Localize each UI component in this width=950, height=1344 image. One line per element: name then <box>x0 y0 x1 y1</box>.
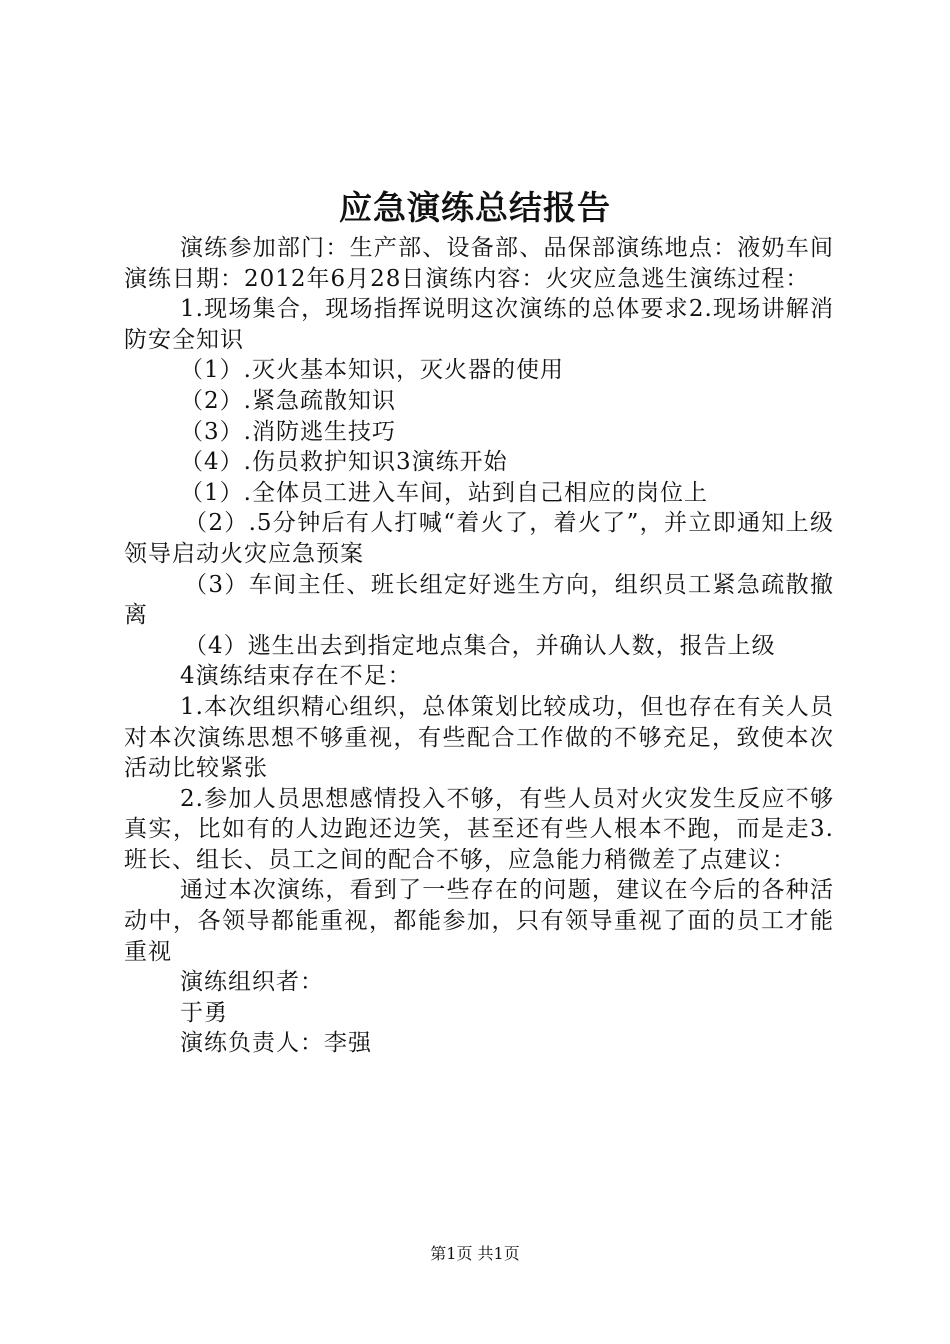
document-title: 应急演练总结报告 <box>339 188 611 227</box>
document-body <box>124 233 834 1059</box>
paragraph-sub-item: （4）.伤员救护知识3演练开始 <box>180 449 508 476</box>
paragraph-organizer-label: 演练组织者： <box>180 969 324 996</box>
paragraph-step-1: 1.现场集合，现场指挥说明这次演练的总体要求2.现场讲解消防安全知识 <box>124 296 834 353</box>
paragraph-suggestion: 通过本次演练，看到了一些存在的问题，建议在今后的各种活动中，各领导都能重视，都能参加，只有领导重视了面的员工才能重视 <box>124 877 834 965</box>
paragraph-sub-item: （4）逃生出去到指定地点集合，并确认人数，报告上级 <box>184 632 776 659</box>
paragraph-responsible-person: 演练负责人：李强 <box>180 1030 372 1057</box>
paragraph-sub-item: （1）.灭火基本知识，灭火器的使用 <box>180 357 564 384</box>
paragraph-sub-item: （1）.全体员工进入车间，站到自己相应的岗位上 <box>180 479 708 506</box>
paragraph-sub-item: （3）车间主任、班长组定好逃生方向，组织员工紧急疏散撤离 <box>124 571 834 629</box>
paragraph-sub-item: （3）.消防逃生技巧 <box>180 418 396 445</box>
paragraph-organizer-name: 于勇 <box>180 999 228 1026</box>
paragraph-shortcoming-1: 1.本次组织精心组织，总体策划比较成功，但也存在有关人员对本次演练思想不够重视，有些配合工作做的不够充足，致使本次活动比较紧张 <box>124 693 834 782</box>
paragraph-shortcomings-heading: 4演练结束存在不足： <box>180 663 412 690</box>
page-footer: 第1页 共1页 <box>430 1244 520 1263</box>
paragraph-shortcoming-2: 2.参加人员思想感情投入不够，有些人员对火灾发生反应不够真实，比如有的人边跑还边笑，甚至还有些人根本不跑，而是走3.班长、组长、员工之间的配合不够，应急能力稍微差了点建议： <box>124 785 834 873</box>
paragraph-drill-info: 演练参加部门：生产部、设备部、品保部演练地点：液奶车间演练日期：2012年6月28日演练内容：火灾应急逃生演练过程： <box>124 235 834 292</box>
paragraph-sub-item: （2）.5分钟后有人打喊“着火了，着火了”，并立即通知上级领导启动火灾应急预案 <box>124 510 834 567</box>
paragraph-sub-item: （2）.紧急疏散知识 <box>180 387 396 414</box>
